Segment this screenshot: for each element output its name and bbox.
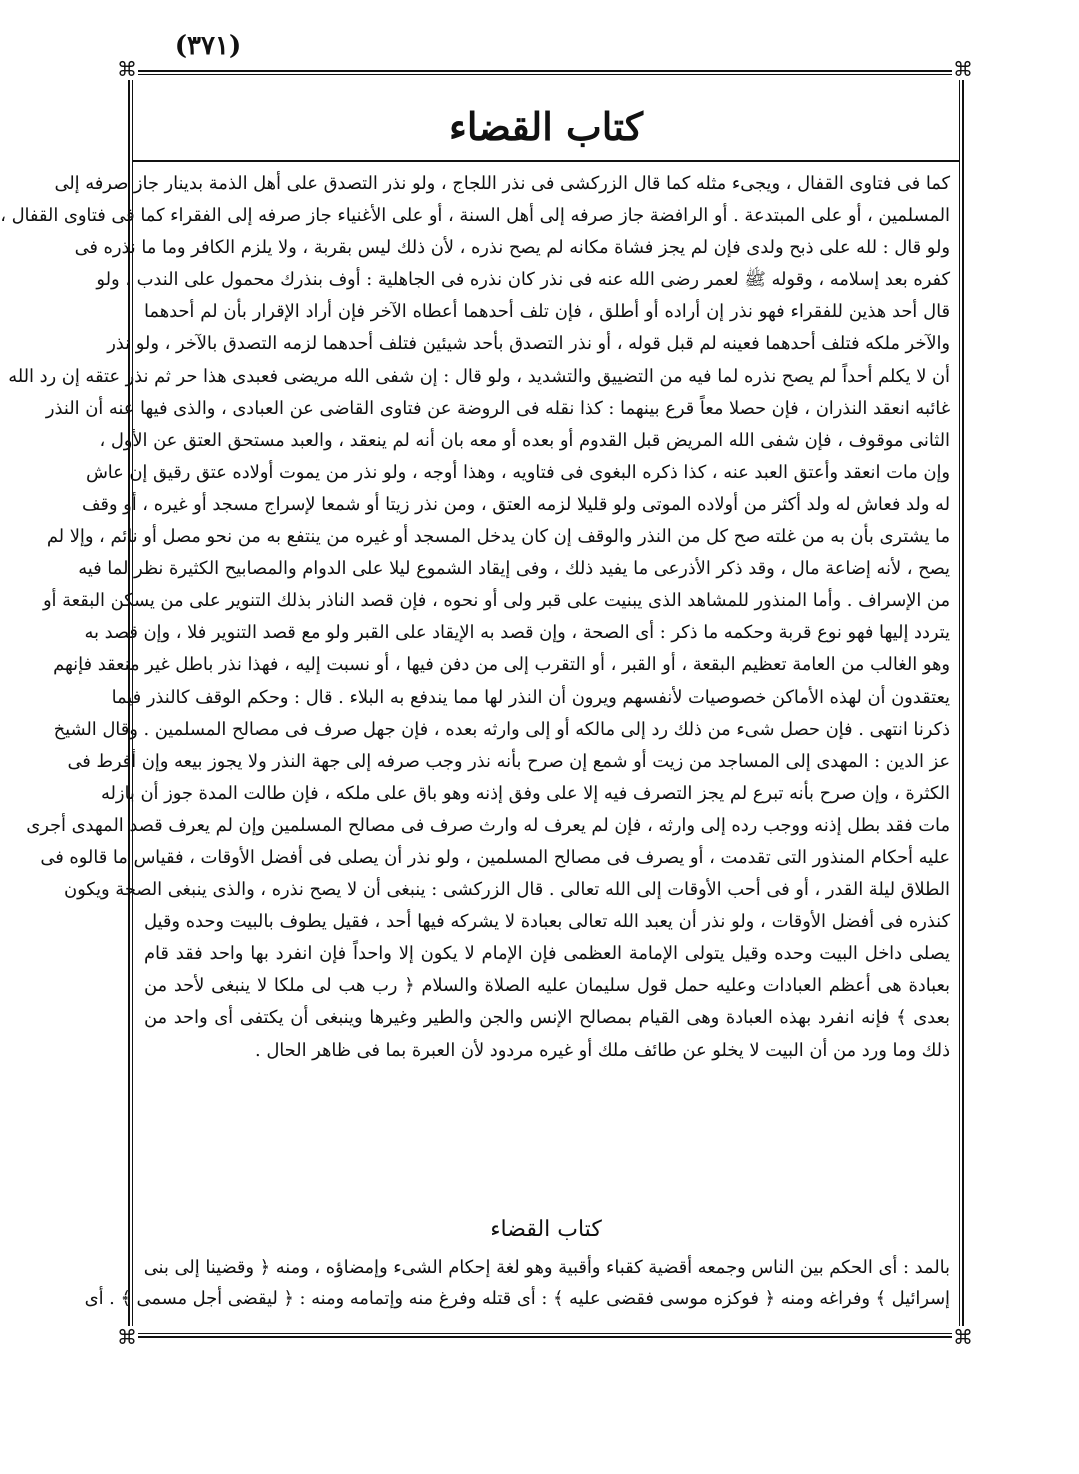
text-line: ما يشترى بأن به من غلته صح كل من النذر والوقف إن كان يدخل المسجد أو غيره من ينتفع به من نحو مصل أو نائم ، وإلا لم bbox=[46, 526, 950, 548]
body-text bbox=[0, 168, 950, 1067]
commentary-text bbox=[84, 1252, 950, 1314]
ornament-corner-icon: ⌘ bbox=[117, 1325, 137, 1349]
text-line: عز الدين : المهدى إلى المساجد من زيت أو شمع إن صرح بأنه نذر وجب صرفه إلى جهة النذر ولا يجوز بيعه وإن أفرط فى bbox=[67, 750, 950, 772]
section-heading: كتاب القضاء bbox=[490, 1217, 602, 1242]
text-line: مات فقد بطل إذنه ووجب رده إلى وارثه ، فإن لم يعرف له وارث صرف فى مصالح المسلمين وإن لم يعرف قصد المهدى أجرى bbox=[26, 814, 950, 836]
text-line: الثانى موقوف ، فإن شفى الله المريض قبل القدوم أو بعده أو معه بان أنه لم ينعقد ، والعبد مستحق العتق عن الأول ، bbox=[99, 429, 950, 451]
text-line: ذكرنا انتهى . فإن حصل شىء من ذلك رد إلى مالكه أو إلى وارثه بعده ، فإن جهل صرف فى مصالح المسلمين . وقال الشيخ bbox=[53, 718, 950, 740]
text-line: بعدى ﴾ فإنه انفرد بهذه العبادة وهى القيام بمصالح الإنس والجن والطير وغيرها وينبغى أن يكتفى أى واحد من bbox=[144, 1007, 950, 1029]
text-line: يتردد إليها فهو نوع قربة وحكمه ما ذكر : أى الصحة ، وإن قصد به الإيقاد على القبر ولو مع قصد التنوير فلا ، وإن قصد به bbox=[84, 622, 950, 644]
ornament-corner-icon: ⌘ bbox=[953, 57, 973, 81]
text-line: بالمد : أى الحكم بين الناس وجمعه أقضية كقباء وأقبية وهو لغة إحكام الشىء وإمضاؤه ، ومنه ﴿ وقضينا إلى بنى bbox=[143, 1257, 950, 1278]
text-line: من الإسراف . وأما المنذور للمشاهد الذى يبنيت على قبر ولى أو نحوه ، فإن قصد الناذر بذلك التنوير على من يسكن البقعة أو bbox=[42, 590, 950, 612]
text-line: المسلمين ، أو على المبتدعة . أو الرافضة جاز صرفه إلى أهل السنة ، أو على الأغنياء جاز صرفه إلى الفقراء كما فى فتاوى القفال ، bbox=[0, 205, 950, 227]
text-line: وهو الغالب من العامة تعظيم البقعة ، أو القبر ، أو التقرب إلى من دفن فيها ، أو نسبت إليه ، فهذا نذر باطل غير منعقد فإنهم bbox=[53, 654, 950, 676]
ornament-corner-icon: ⌘ bbox=[117, 57, 137, 81]
text-line: بعبادة هى أعظم العبادات وعليه حمل قول سليمان عليه الصلاة والسلام ﴿ رب هب لى ملكا لا ينبغى لأحد من bbox=[144, 975, 950, 997]
text-line: كما فى فتاوى القفال ، ويجىء مثله كما قال الزركشى فى نذر اللجاج ، ولو نذر التصدق على أهل الذمة بدينار جاز صرفه إلى bbox=[54, 173, 950, 194]
title-divider bbox=[132, 160, 960, 162]
text-line: إسرائيل ﴾ وفراغه ومنه ﴿ فوكزه موسى فقضى عليه ﴾ : أى قتله وفرغ منه وإتمامه ومنه : ﴿ ليقضى أجل مسمى ﴾ . أى bbox=[84, 1288, 950, 1309]
text-line: يعتقدون أن لهذه الأماكن خصوصيات لأنفسهم ويرون أن النذر لها مما يندفع به البلاء . قال : وحكم الوقف كالنذر فيما bbox=[111, 686, 950, 708]
text-line: والآخر ملكه فتلف أحدهما فعينه لم قبل قوله ، أو نذر التصدق بأحد شيئين فتلف أحدهما لزمه التصدق بالآخر ، ولو نذر bbox=[107, 333, 950, 355]
text-line: ولو قال : لله على ذبح ولدى فإن لم يجز فشاة مكانه لم يصح نذره ، لأن ذلك ليس بقربة ، ولا يلزم الكافر وما ما نذره فى bbox=[74, 237, 950, 259]
text-line: يصلى داخل البيت وحده وقيل يتولى الإمامة العظمى فإن الإمام لا يكون إلا واحداً فإن انفرد بها واحد فقد قام bbox=[144, 943, 950, 965]
text-line: الكثرة ، وإن صرح بأنه تبرع لم يجز التصرف فيه إلا على وفق إذنه وهو باق على ملكه ، فإن طالت المدة جوز أن بازله bbox=[100, 782, 950, 804]
chapter-title: كتاب القضاء bbox=[449, 104, 643, 149]
text-line: قال أحد هذين للفقراء فهو نذر إن أراده أو أطلق ، فإن تلف أحدهما أعطاه الآخر فإن أراد الإقرار بأن لم أحدهما bbox=[144, 301, 950, 323]
text-line: أن لا يكلم أحداً لم يصح نذره لما فيه من التضييق والتشديد ، ولو قال : إن شفى الله مريضى فعبدى هذا حر ثم نذر عتقه إن رد الله bbox=[8, 365, 950, 387]
text-line: الطلاق ليلة القدر ، أو فى أحب الأوقات إلى الله تعالى . قال الزركشى : ينبغى أن لا يصح نذره ، والذى ينبغى الصحة ويكون bbox=[64, 879, 950, 901]
text-line: كفره بعد إسلامه ، وقوله ﷺ لعمر رضى الله عنه فى نذر كان نذره فى الجاهلية : أوف بنذرك محمول على الندب ، ولو bbox=[96, 269, 950, 291]
text-line: له ولد فعاش له ولد أكثر من أولاده الموتى ولو قليلا لزمه العتق ، ومن نذر زيتا أو شمعا لإسراج مسجد أو غيره ، أو وقف bbox=[81, 493, 950, 515]
text-line: يصح ، لأنه إضاعة مال ، وقد ذكر الأذرعى ما يفيد ذلك ، وفى إيقاد الشموع ليلا على الدوام والمصابيح الكثيرة نظر لما فيه bbox=[78, 558, 950, 580]
text-line: ذلك وما ورد من أن البيت لا يخلو عن طائف ملك أو غيره مردود لأن العبرة بما فى ظاهر الحال . bbox=[255, 1039, 950, 1061]
text-line: كنذره فى أفضل الأوقات ، ولو نذر أن يعبد الله تعالى بعبادة لا يشركه فيها أحد ، فقيل يطوف بالبيت وحده وقيل bbox=[144, 911, 950, 933]
text-line: عليه أحكام المنذور التى تقدمت ، أو يصرف فى مصالح المسلمين ، ولو نذر أن يصلى فى أفضل الأوقات ، فقياس ما قالوه فى bbox=[40, 846, 950, 868]
text-line: غائبه انعقد النذران ، فإن حصلا معاً قرع بينهما : كذا نقله فى الروضة عن فتاوى القاضى عن العبادى ، والذى فيها عنه أن النذر bbox=[45, 397, 950, 419]
text-line: وإن مات انعقد وأعتق العبد عنه ، كذا ذكره البغوى فى فتاويه ، وهذا أوجه ، ولو نذر من يموت أولاده عتق رقيق إن عاش bbox=[85, 461, 950, 483]
page-number: (٣٧١) bbox=[174, 31, 242, 61]
ornament-corner-icon: ⌘ bbox=[953, 1325, 973, 1349]
